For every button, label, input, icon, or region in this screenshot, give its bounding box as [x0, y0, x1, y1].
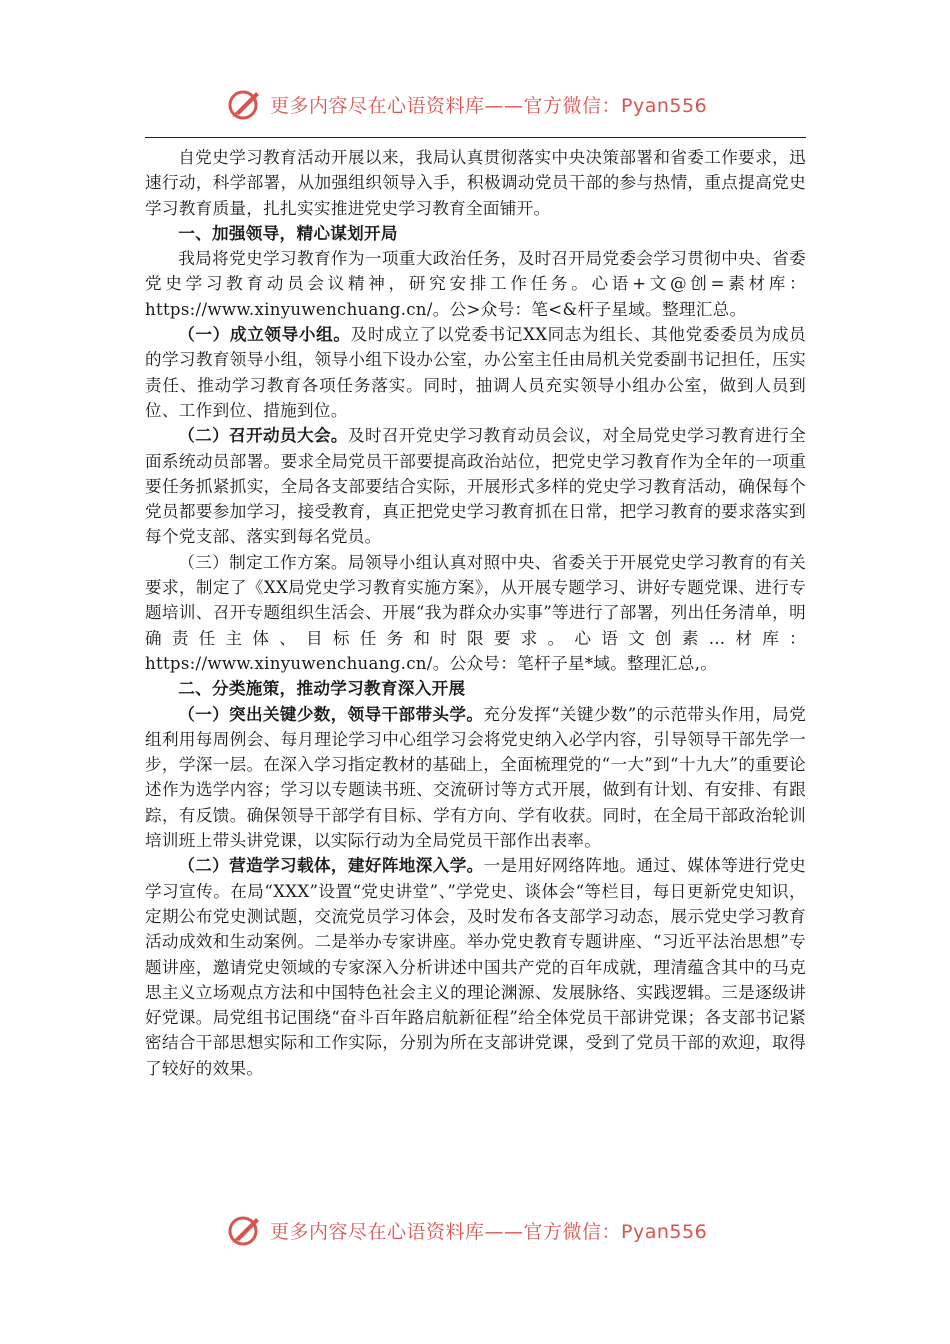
section-heading-2: 二、分类施策，推动学习教育深入开展	[178, 678, 466, 699]
header-banner	[226, 84, 746, 124]
body-paragraph: （二）营造学习载体，建好阵地深入学。一是用好网络阵地。通过、媒体等进行党史学习宣传。在局“XXX”设置“党史讲堂”、”学党史、谈体会“等栏目，每日更新党史知识，定期公布党史测试题，交流党员学习体会，及时发布各支部学习动态，展示党史学习教育活动成效和生动案例。二是举办专家讲座。举办党史教育专题讲座、“习近平法治思想”专题讲座，邀请党史领域的专家深入分析讲述中国共产党的百年成就，理清蕴含其中的马克思主义立场观点方法和中国特色社会主义的理论渊源、发展脉络、实践逻辑。三是逐级讲好党课。局党组书记围绕“奋斗百年路启航新征程”给全体党员干部讲党课；各支部书记紧密结合干部思想实际和工作实际，分别为所在支部讲党课，受到了党员干部的欢迎，取得了较好的效果。	[145, 855, 807, 1078]
quill-logo-icon	[226, 1212, 264, 1248]
document-body	[145, 145, 806, 1081]
body-paragraph: （一）突出关键少数，领导干部带头学。充分发挥“关键少数”的示范带头作用，局党组利用每周例会、每月理论学习中心组学习会将党史纳入必学内容，引导领导干部先学一步，学深一层。在深入学习指定教材的基础上，全面梳理党的“一大”到“十九大”的重要论述作为选学内容；学习以专题读书班、交流研讨等方式开展，做到有计划、有安排、有跟踪，有反馈。确保领导干部学有目标、学有方向、学有收获。同时，在全局干部政治轮训培训班上带头讲党课，以实际行动为全局党员干部作出表率。	[145, 703, 806, 851]
section-heading-1: 一、加强领导，精心谋划开局	[178, 222, 398, 243]
intro-paragraph: 自党史学习教育活动开展以来，我局认真贯彻落实中央决策部署和省委工作要求，迅速行动，科学部署，从加强组织领导入手，积极调动党员干部的参与热情，重点提高党史学习教育质量，扎扎实实推进党史学习教育全面铺开。	[145, 148, 806, 218]
footer-banner	[226, 1210, 746, 1250]
body-paragraph: （三）制定工作方案。局领导小组认真对照中央、省委关于开展党史学习教育的有关要求，制定了《XX局党史学习教育实施方案》，从开展专题学习、讲好专题党课、进行专题培训、召开专题组织生活会、开展“我为群众办实事”等进行了部署，列出任务清单，明确责任主体、目标任务和时限要求。心语文创素…材库：https://www.xinyuwenchuang.cn/。公众号：笔杆子星*域。整理汇总,。	[145, 552, 806, 673]
body-paragraph: （二）召开动员大会。及时召开党史学习教育动员会议，对全局党史学习教育进行全面系统动员部署。要求全局党员干部要提高政治站位，把党史学习教育作为全年的一项重要任务抓紧抓实，全局各支部要结合实际，开展形式多样的党史学习教育活动，确保每个党员都要参加学习，接受教育，真正把党史学习教育抓在日常，把学习教育的要求落实到每个党支部、落实到每名党员。	[145, 425, 806, 547]
body-paragraph: 我局将党史学习教育作为一项重大政治任务，及时召开局党委会学习贯彻中央、省委党史学习教育动员会议精神，研究安排工作任务。心语+文@创=素材库：https://www.xinyuwenchuang.cn/。公>众号：笔<&杆子星域。整理汇总。	[145, 249, 806, 319]
quill-logo-icon	[226, 86, 264, 122]
banner-text: 更多内容尽在心语资料库——官方微信：Pyan556	[270, 94, 708, 117]
header-divider	[145, 137, 806, 138]
banner-text: 更多内容尽在心语资料库——官方微信：Pyan556	[270, 1220, 708, 1243]
body-paragraph: （一）成立领导小组。及时成立了以党委书记XX同志为组长、其他党委委员为成员的学习教育领导小组，领导小组下设办公室，办公室主任由局机关党委副书记担任，压实责任、推动学习教育各项任务落实。同时，抽调人员充实领导小组办公室，做到人员到位、工作到位、措施到位。	[145, 324, 806, 420]
